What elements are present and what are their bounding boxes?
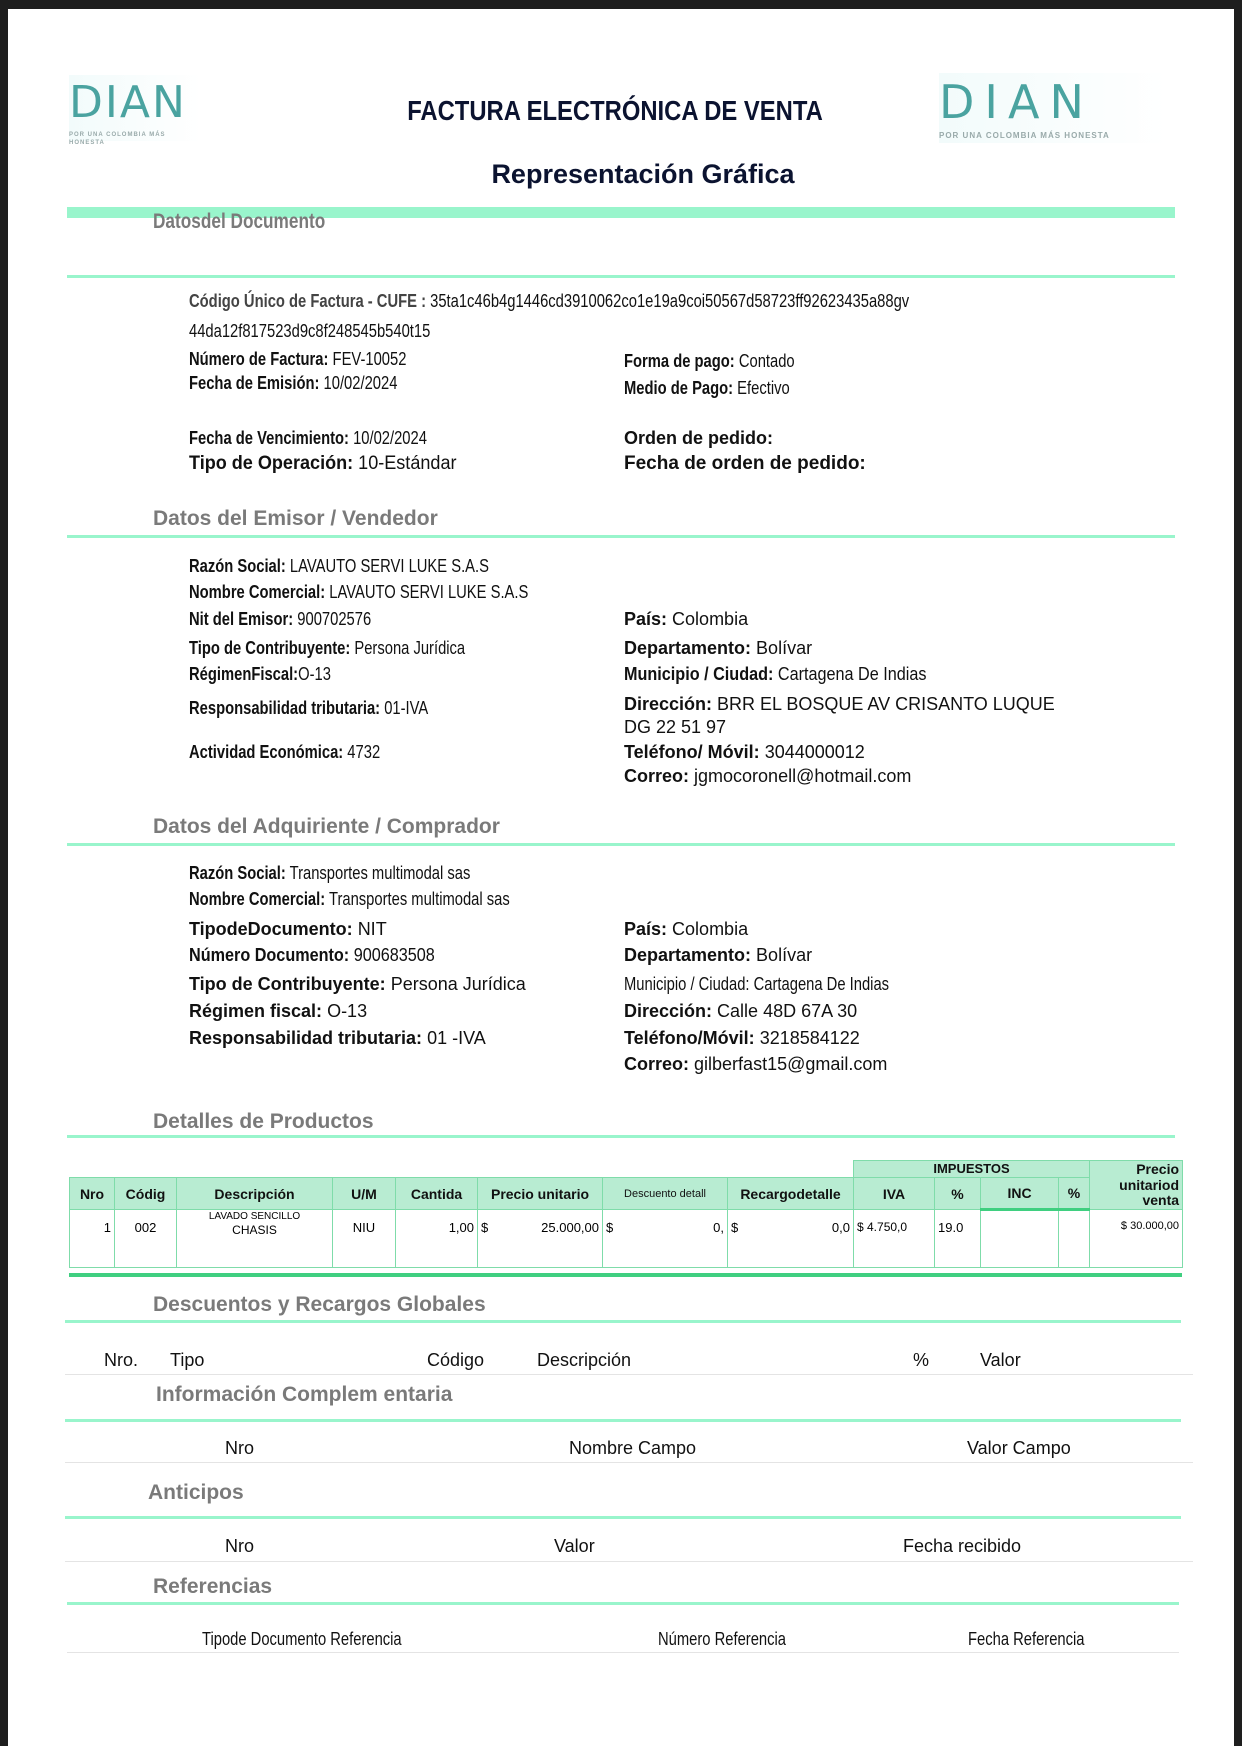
divider (67, 1652, 1179, 1653)
section-title-documento: Datosdel Documento (153, 210, 326, 233)
emisor-responsabilidad: Responsabilidad tributaria: 01-IVA (189, 698, 429, 718)
emisor-departamento: Departamento: Bolívar (624, 638, 813, 658)
desc-col-valor: Valor (980, 1350, 1021, 1370)
col-precio-venta: unitariod venta (1090, 1178, 1183, 1210)
info-col-nro: Nro (225, 1438, 255, 1458)
adq-departamento: Departamento: Bolívar (624, 945, 813, 965)
col-recargo: Recargodetalle (728, 1178, 854, 1210)
emisor-correo: Correo: jgmocoronell@hotmail.com (624, 766, 912, 786)
col-codigo: Códig (115, 1178, 177, 1210)
adq-numdoc: Número Documento: 900683508 (189, 945, 435, 965)
section-title-anticipos: Anticipos (148, 1481, 244, 1504)
cell-nro: 1 (70, 1210, 115, 1268)
orden-pedido: Orden de pedido: (624, 428, 774, 448)
invoice-page (8, 9, 1234, 1746)
emisor-pais: País: Colombia (624, 609, 749, 629)
adq-telefono: Teléfono/Móvil: 3218584122 (624, 1028, 860, 1048)
emisor-nombre: Nombre Comercial: LAVAUTO SERVI LUKE S.A.S (189, 582, 529, 602)
cell-codigo: 002 (115, 1210, 177, 1268)
adq-direccion: Dirección: Calle 48D 67A 30 (624, 1001, 858, 1021)
col-iva-pct: % (935, 1178, 981, 1210)
adq-pais: País: Colombia (624, 919, 749, 939)
medio-pago: Medio de Pago: Efectivo (624, 378, 790, 398)
document-subtitle: Representación Gráfica (491, 159, 795, 189)
fecha-emision: Fecha de Emisión: 10/02/2024 (189, 373, 398, 393)
cell-precio-unitario: $ 25.000,00 (478, 1210, 603, 1268)
cell-cantidad: 1,00 (396, 1210, 478, 1268)
adq-tipo: Tipo de Contribuyente: Persona Jurídica (189, 974, 526, 994)
divider (65, 1374, 1193, 1375)
forma-pago: Forma de pago: Contado (624, 351, 795, 371)
col-nro: Nro (70, 1178, 115, 1210)
adq-responsabilidad: Responsabilidad tributaria: 01 -IVA (189, 1028, 486, 1048)
cell-iva: $ 4.750,0 (854, 1210, 935, 1268)
desc-col-tipo: Tipo (170, 1350, 205, 1370)
anticipos-col-valor: Valor (554, 1536, 595, 1556)
col-precio-top: Precio (1090, 1161, 1183, 1178)
divider (67, 275, 1175, 278)
divider (65, 1516, 1181, 1519)
section-title-descuentos: Descuentos y Recargos Globales (153, 1293, 486, 1316)
cell-recargo: $ 0,0 (728, 1210, 854, 1268)
col-descuento: Descuento detall (603, 1178, 728, 1210)
cufe-field: Código Único de Factura - CUFE : 35ta1c46b4g1446cd3910062co1e19a9coi50567d58723ff92623435a88gv (189, 291, 910, 311)
divider (67, 535, 1175, 538)
ref-col-tipo: Tipode Documento Referencia (202, 1629, 402, 1649)
impuestos-header: IMPUESTOS (854, 1161, 1090, 1178)
col-inc-pct: % (1059, 1178, 1090, 1210)
col-iva: IVA (854, 1178, 935, 1210)
cell-um: NIU (333, 1210, 396, 1268)
emisor-municipio: Municipio / Ciudad: Cartagena De Indias (624, 664, 927, 684)
col-descripcion: Descripción (177, 1178, 333, 1210)
divider (65, 1561, 1193, 1562)
section-title-info: Información Complem entaria (156, 1383, 453, 1406)
col-inc: INC (981, 1178, 1059, 1210)
cell-descuento: $ 0, (603, 1210, 728, 1268)
cell-descripcion: LAVADO SENCILLO CHASIS (177, 1210, 333, 1268)
desc-col-descripcion: Descripción (537, 1350, 632, 1370)
table-row (70, 1210, 1183, 1268)
col-cantidad: Cantida (396, 1178, 478, 1210)
cufe-continuation: 44da12f817523d9c8f248545b540t15 (189, 321, 431, 341)
section-title-productos: Detalles de Productos (153, 1110, 374, 1133)
ref-col-numero: Número Referencia (658, 1629, 786, 1649)
col-um: U/M (333, 1178, 396, 1210)
anticipos-col-fecha: Fecha recibido (903, 1536, 1022, 1556)
emisor-razon: Razón Social: LAVAUTO SERVI LUKE S.A.S (189, 556, 489, 576)
emisor-tipo: Tipo de Contribuyente: Persona Jurídica (189, 638, 466, 658)
emisor-regimen: RégimenFiscal:O-13 (189, 664, 331, 684)
adq-municipio: Municipio / Ciudad: Cartagena De Indias (624, 974, 890, 994)
cell-inc (981, 1210, 1059, 1268)
info-col-valor: Valor Campo (967, 1438, 1071, 1458)
divider (65, 1320, 1181, 1323)
emisor-actividad: Actividad Económica: 4732 (189, 742, 381, 762)
emisor-nit: Nit del Emisor: 900702576 (189, 609, 372, 629)
dian-logo-right: DIAN POR UNA COLOMBIA MÁS HONESTA (939, 73, 1167, 143)
products-table (69, 1160, 1183, 1268)
divider (65, 1462, 1193, 1463)
adq-correo: Correo: gilberfast15@gmail.com (624, 1054, 888, 1074)
divider (67, 843, 1175, 846)
fecha-vencimiento: Fecha de Vencimiento: 10/02/2024 (189, 428, 427, 448)
emisor-telefono: Teléfono/ Móvil: 3044000012 (624, 742, 865, 762)
section-title-adquiriente: Datos del Adquiriente / Comprador (153, 815, 500, 838)
col-precio-unitario: Precio unitario (478, 1178, 603, 1210)
section-title-emisor: Datos del Emisor / Vendedor (153, 507, 438, 530)
desc-col-codigo: Código (427, 1350, 485, 1370)
adq-razon: Razón Social: Transportes multimodal sas (189, 863, 471, 883)
adq-tipodoc: TipodeDocumento: NIT (189, 919, 387, 939)
emisor-direccion-2: DG 22 51 97 (624, 717, 727, 737)
section-title-referencias: Referencias (153, 1575, 273, 1598)
table-header-row (70, 1178, 1183, 1210)
adq-nombre: Nombre Comercial: Transportes multimodal sas (189, 889, 510, 909)
emisor-direccion: Dirección: BRR EL BOSQUE AV CRISANTO LUQUE (624, 694, 1055, 714)
cell-inc-pct (1059, 1210, 1090, 1268)
table-spacer (70, 1161, 854, 1178)
table-bottom-bar (69, 1273, 1182, 1277)
divider (65, 1419, 1181, 1422)
document-title: FACTURA ELECTRÓNICA DE VENTA (407, 95, 823, 126)
cell-iva-pct: 19.0 (935, 1210, 981, 1268)
divider (67, 1602, 1179, 1605)
numero-factura: Número de Factura: FEV-10052 (189, 349, 407, 369)
cell-precio-venta: $ 30.000,00 (1090, 1210, 1183, 1268)
info-col-nombre: Nombre Campo (569, 1438, 697, 1458)
fecha-orden-pedido: Fecha de orden de pedido: (624, 453, 866, 474)
adq-regimen: Régimen fiscal: O-13 (189, 1001, 368, 1021)
tipo-operacion: Tipo de Operación: 10-Estándar (189, 453, 457, 474)
dian-logo-left: DIAN POR UNA COLOMBIA MÁS HONESTA (69, 75, 201, 141)
ref-col-fecha: Fecha Referencia (968, 1629, 1085, 1649)
desc-col-nro: Nro. (104, 1350, 139, 1370)
anticipos-col-nro: Nro (225, 1536, 255, 1556)
divider (67, 1135, 1175, 1138)
desc-col-pct: % (913, 1350, 930, 1370)
